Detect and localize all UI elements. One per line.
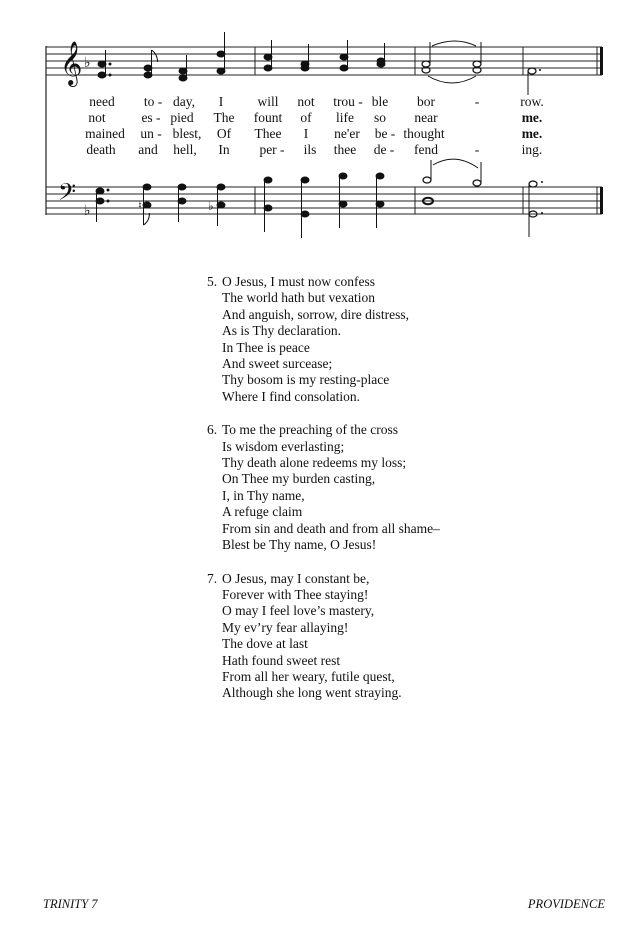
- lyric-syllable: me.: [521, 126, 543, 141]
- bass-clef-icon: 𝄢: [58, 178, 77, 211]
- flat-icon: ♭: [84, 203, 91, 219]
- lyric-syllable: pied: [170, 110, 194, 125]
- stanza-number: 5.: [207, 274, 218, 289]
- stanza-number: 6.: [207, 422, 218, 438]
- stanza-line: On Thee my burden casting,: [222, 471, 376, 487]
- lyric-syllable: blest,: [172, 126, 202, 141]
- stanza-line: O Jesus, I must now confess: [222, 274, 375, 289]
- lyric-syllable: un -: [140, 126, 162, 141]
- lyric-syllable: of: [300, 110, 312, 125]
- stanza-line: From all her weary, futile quest,: [222, 668, 395, 684]
- flat-icon: ♭: [208, 199, 214, 213]
- lyric-syllable: Of: [216, 126, 232, 141]
- lyric-syllable: de -: [373, 142, 395, 157]
- lyric-syllable: es -: [141, 110, 161, 125]
- lyric-syllable: be -: [374, 126, 396, 141]
- lyric-syllable: death: [86, 142, 116, 157]
- lyric-syllable: near: [414, 110, 438, 125]
- treble-clef-icon: 𝄞: [60, 41, 83, 85]
- stanza-line: Where I find consolation.: [222, 388, 360, 404]
- lyric-syllable: will: [257, 94, 279, 109]
- stanza-7: [207, 571, 507, 702]
- stanza-line: As is Thy declaration.: [222, 323, 341, 339]
- natural-icon: ♮: [138, 199, 142, 212]
- lyric-syllable: -: [474, 142, 480, 157]
- lyric-syllable: thee: [333, 142, 357, 157]
- lyric-syllable: mained: [85, 126, 125, 141]
- lyric-syllable: I: [303, 126, 309, 141]
- lyric-syllable: The: [213, 110, 235, 125]
- stanza-6: [207, 422, 507, 553]
- lyric-syllable: bor: [417, 94, 435, 109]
- lyric-syllable: row.: [520, 94, 544, 109]
- stanza-line: The world hath but vexation: [222, 290, 375, 306]
- stanza-line: Hath found sweet rest: [222, 652, 341, 668]
- lyric-syllable: so: [373, 110, 387, 125]
- lyric-syllable: and: [138, 142, 158, 157]
- lyric-syllable: not: [297, 94, 315, 109]
- lyric-syllable: ble: [371, 94, 389, 109]
- stanza-line: Thy death alone redeems my loss;: [222, 455, 407, 471]
- lyric-syllable: -: [474, 94, 480, 109]
- lyric-syllable: thought: [403, 126, 445, 141]
- stanza-line: My ev’ry fear allaying!: [222, 619, 349, 635]
- stanzas: [207, 274, 507, 719]
- stanza-line: To me the preaching of the cross: [222, 422, 398, 438]
- stanza-line: Although she long went straying.: [222, 685, 402, 701]
- footer-season: TRINITY 7: [43, 897, 98, 911]
- lyric-syllable: to -: [143, 94, 163, 109]
- stanza-line: And anguish, sorrow, dire distress,: [222, 306, 409, 322]
- lyric-syllable: ils: [303, 142, 317, 157]
- lyric-syllable: life: [336, 110, 354, 125]
- flat-icon: ♭: [84, 55, 91, 71]
- stanza-line: In Thee is peace: [222, 339, 310, 355]
- stanza-line: Forever with Thee staying!: [222, 586, 369, 602]
- lyric-syllable: ne'er: [334, 126, 360, 141]
- lyric-syllable: need: [89, 94, 115, 109]
- lyric-syllable: me.: [521, 110, 543, 125]
- lyric-syllable: Thee: [254, 126, 282, 141]
- stanza-line: Blest be Thy name, O Jesus!: [222, 537, 377, 553]
- stanza-line: The dove at last: [222, 636, 308, 652]
- lyric-syllable: not: [88, 110, 106, 125]
- lyric-syllable: fend: [414, 142, 438, 157]
- stanza-line: From sin and death and from all shame–: [222, 520, 440, 536]
- stanza-number: 7.: [207, 570, 218, 586]
- lyric-syllable: fount: [253, 110, 283, 125]
- stanza-line: O may I feel love’s mastery,: [222, 603, 375, 619]
- lyric-syllable: trou -: [333, 94, 363, 109]
- stanza-line: And sweet surcease;: [222, 356, 333, 372]
- footer-topic: PROVIDENCE: [527, 897, 605, 911]
- lyric-syllable: hell,: [173, 142, 197, 157]
- stanza-line: Thy bosom is my resting-place: [222, 372, 390, 388]
- stanza-line: O Jesus, may I constant be,: [222, 570, 370, 586]
- lyric-syllable: ing.: [521, 142, 543, 157]
- lyric-syllable: I: [218, 94, 224, 109]
- stanza-line: Is wisdom everlasting;: [222, 438, 345, 454]
- stanza-5: [207, 274, 507, 405]
- lyric-syllable: day,: [173, 94, 195, 109]
- lyric-syllable: per -: [259, 142, 285, 157]
- stanza-line: I, in Thy name,: [222, 487, 305, 503]
- stanza-line: A refuge claim: [222, 504, 303, 520]
- lyric-syllable: In: [218, 142, 230, 157]
